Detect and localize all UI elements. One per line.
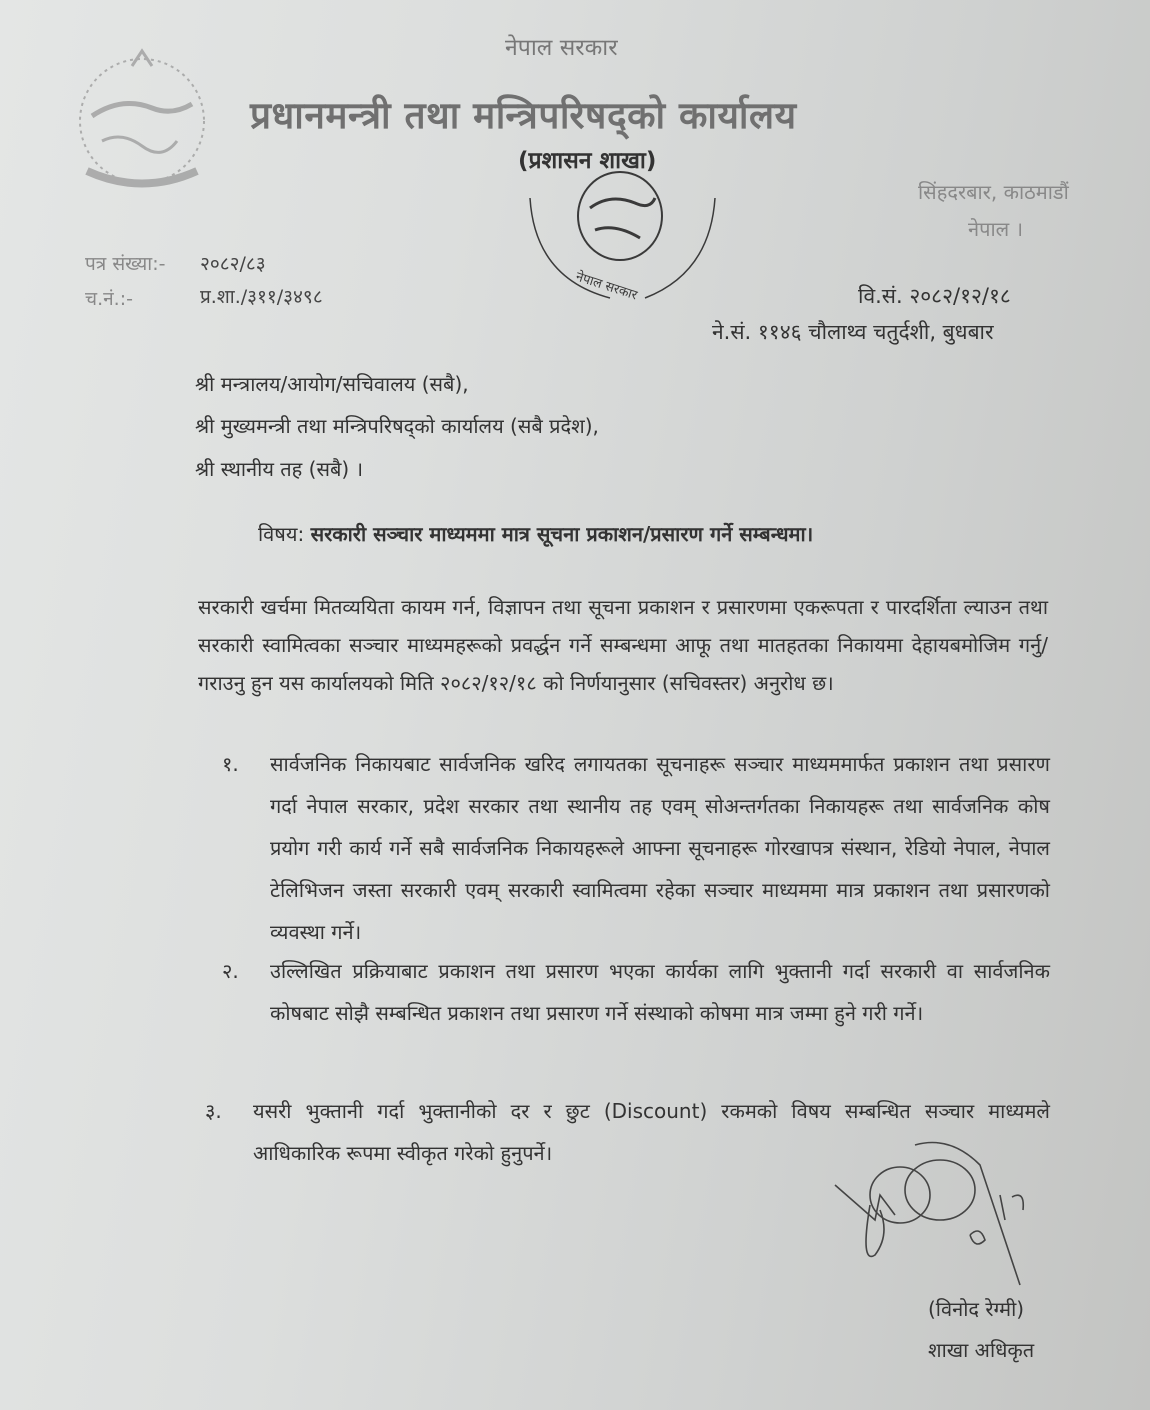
dispatch-number-value: प्र.शा./३११/३४९८	[200, 286, 323, 308]
signature-icon	[820, 1135, 1060, 1295]
signer-designation: शाखा अधिकृत	[928, 1338, 1035, 1362]
list-item-text: सार्वजनिक निकायबाट सार्वजनिक खरिद लगायतका सूचनाहरू सञ्चार माध्यममार्फत प्रकाशन तथा प्रसारण गर्दा नेपाल सरकार, प्रदेश सरकार तथा स्थानीय तह एवम् सोअन्तर्गतका निकायहरू तथा सार्वजनिक कोष प्रयोग गरी कार्य गर्ने सबै सार्वजनिक निकायहरूले आफ्ना सूचनाहरू गोरखापत्र संस्थान, रेडियो नेपाल, नेपाल टेलिभिजन जस्ता सरकारी एवम् सरकारी स्वामित्वमा रहेका सञ्चार माध्यममा मात्र प्रकाशन तथा प्रसारणको व्यवस्था गर्ने।	[270, 752, 1050, 944]
subject-line	[258, 520, 813, 547]
office-name: प्रधानमन्त्री तथा मन्त्रिपरिषद्को कार्यालय	[250, 94, 797, 137]
government-name: नेपाल सरकार	[505, 35, 618, 61]
subject-text: सरकारी सञ्चार माध्यममा मात्र सूचना प्रकाशन/प्रसारण गर्ने सम्बन्धमा।	[310, 522, 814, 546]
recipient-line: श्री मन्त्रालय/आयोग/सचिवालय (सबै),	[195, 372, 469, 396]
subject-label: विषय:	[258, 522, 305, 546]
office-address-line2: नेपाल ।	[968, 217, 1024, 241]
office-address-line1: सिंहदरबार, काठमाडौं	[918, 180, 1069, 204]
list-item-number: १.	[222, 752, 239, 776]
date-bs: वि.सं. २०८२/१२/१८	[858, 284, 1011, 308]
body-intro: सरकारी खर्चमा मितव्ययिता कायम गर्न, विज्ञापन तथा सूचना प्रकाशन र प्रसारणमा एकरूपता र पारदर्शिता ल्याउन तथा सरकारी स्वामित्वका सञ्चार माध्यमहरूको प्रवर्द्धन गर्ने सम्बन्धमा आफू तथा मातहतका निकायमा देहायबमोजिम गर्नु/गराउनु हुन यस कार्यालयको मिति २०८२/१२/१८ को निर्णयानुसार (सचिवस्तर) अनुरोध छ।	[198, 595, 1048, 695]
dispatch-number-label: च.नं.:-	[85, 288, 133, 310]
svg-text:नेपाल सरकार: नेपाल सरकार	[573, 269, 639, 304]
branch-name: (प्रशासन शाखा)	[518, 148, 657, 174]
list-item-number: ३.	[205, 1099, 222, 1123]
list-item	[222, 950, 1050, 1034]
list-item	[222, 743, 1050, 953]
letter-number-value: २०८२/८३	[200, 253, 266, 275]
list-item-text: उल्लिखित प्रक्रियाबाट प्रकाशन तथा प्रसारण भएका कार्यका लागि भुक्तानी गर्दा सरकारी वा सार्वजनिक कोषबाट सोझै सम्बन्धित प्रकाशन तथा प्रसारण गर्ने संस्थाको कोषमा मात्र जम्मा हुने गरी गर्ने।	[270, 959, 1050, 1025]
recipient-line: श्री मुख्यमन्त्री तथा मन्त्रिपरिषद्को कार्यालय (सबै प्रदेश),	[195, 414, 599, 438]
date-nepal-sambat: ने.सं. ११४६ चौलाथ्व चतुर्दशी, बुधबार	[712, 320, 994, 344]
nepal-emblem-icon	[62, 46, 222, 201]
office-stamp-icon	[515, 168, 725, 308]
list-item-text: यसरी भुक्तानी गर्दा भुक्तानीको दर र छुट (Discount) रकमको विषय सम्बन्धित सञ्चार माध्यमले आधिकारिक रूपमा स्वीकृत गरेको हुनुपर्ने।	[253, 1099, 1050, 1165]
signer-name: (विनोद रेग्मी)	[928, 1297, 1025, 1321]
letter-number-label: पत्र संख्या:-	[85, 253, 166, 275]
recipient-line: श्री स्थानीय तह (सबै) ।	[195, 457, 364, 481]
list-item-number: २.	[222, 959, 239, 983]
